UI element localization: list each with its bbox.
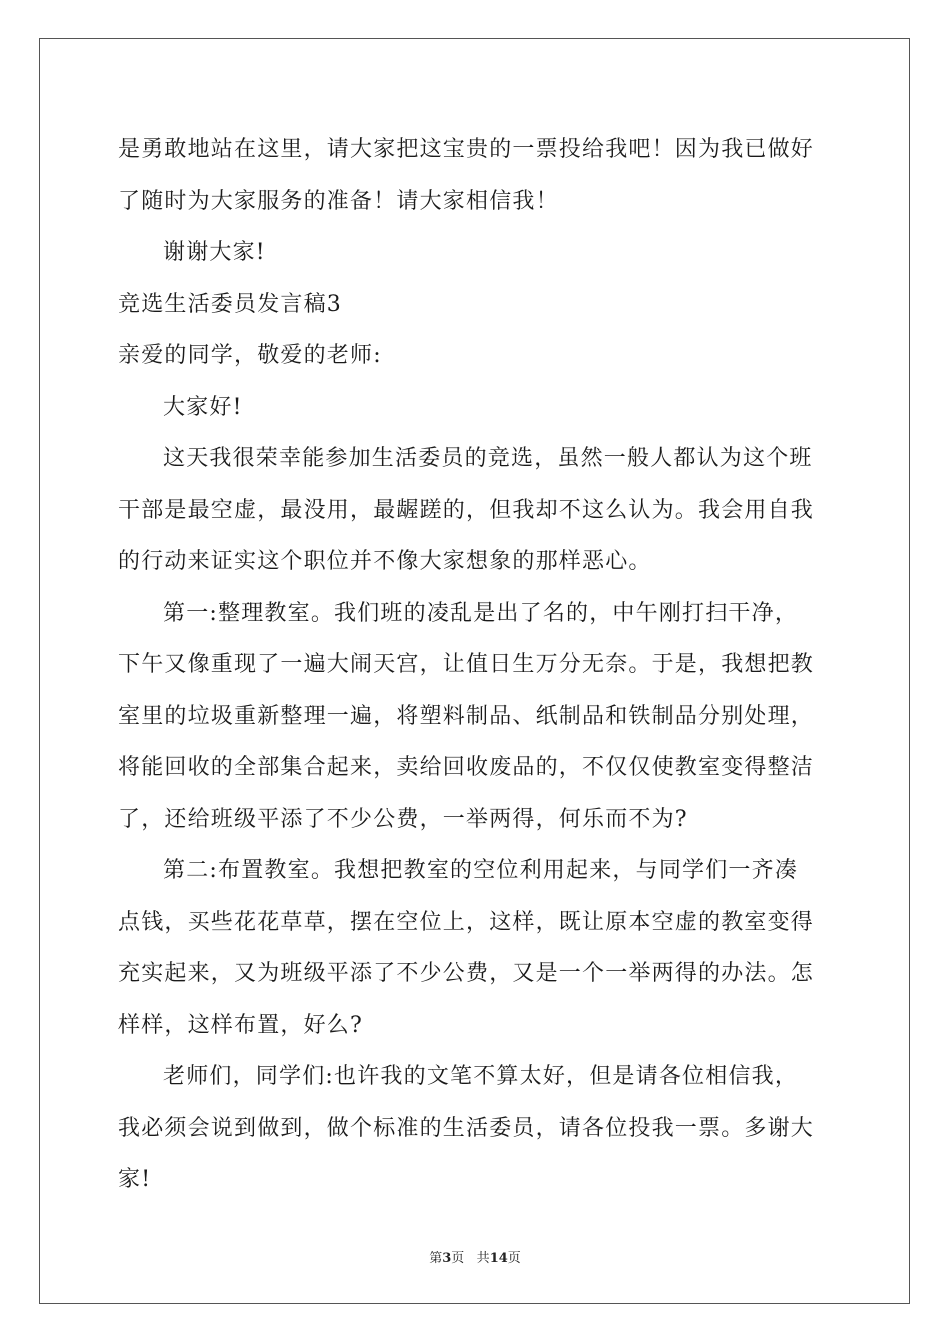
page-number: 3 xyxy=(442,1251,452,1266)
text-line: 下午又像重现了一遍大闹天宫，让值日生万分无奈。于是，我想把教 xyxy=(118,652,815,677)
page-footer xyxy=(0,1247,950,1266)
text-line: 干部是最空虚，最没用，最龌蹉的，但我却不这么认为。我会用自我 xyxy=(118,497,815,523)
text-line: 家! xyxy=(118,1167,152,1192)
page-label-suffix: 页 xyxy=(451,1251,465,1266)
text-line: 了，还给班级平添了不少公费，一举两得，何乐而不为? xyxy=(118,806,688,832)
total-label-prefix: 共 xyxy=(476,1251,490,1266)
text-line: 第二:布置教室。我想把教室的空位利用起来，与同学们一齐凑 xyxy=(163,858,799,883)
text-line: 谢谢大家! xyxy=(163,240,266,265)
text-line: 老师们，同学们:也许我的文笔不算太好，但是请各位相信我， xyxy=(163,1064,799,1089)
salutation: 亲爱的同学，敬爱的老师: xyxy=(118,343,382,368)
text-line: 第一:整理教室。我们班的凌乱是出了名的，中午刚打扫干净， xyxy=(163,600,799,626)
text-line: 了随时为大家服务的准备！请大家相信我！ xyxy=(118,188,559,214)
text-line: 是勇敢地站在这里，请大家把这宝贵的一票投给我吧！因为我已做好 xyxy=(118,137,815,162)
text-line: 点钱，买些花花草草，摆在空位上，这样，既让原本空虚的教室变得 xyxy=(118,909,815,935)
text-line: 样样，这样布置，好么? xyxy=(118,1012,363,1038)
document-body xyxy=(118,128,832,1210)
text-line: 的行动来证实这个职位并不像大家想象的那样恶心。 xyxy=(118,549,652,574)
text-line: 充实起来，又为班级平添了不少公费，又是一个一举两得的办法。怎 xyxy=(118,961,815,986)
page-label-prefix: 第 xyxy=(429,1251,443,1266)
text-line: 室里的垃圾重新整理一遍，将塑料制品、纸制品和铁制品分别处理， xyxy=(118,703,815,729)
total-label-suffix: 页 xyxy=(507,1251,521,1266)
section-title: 竞选生活委员发言稿3 xyxy=(118,291,342,317)
text-line: 这天我很荣幸能参加生活委员的竞选，虽然一般人都认为这个班 xyxy=(163,446,813,471)
text-line: 大家好! xyxy=(163,394,243,420)
text-line: 将能回收的全部集合起来，卖给回收废品的，不仅仅使教室变得整洁 xyxy=(118,755,815,780)
text-line: 我必须会说到做到，做个标准的生活委员，请各位投我一票。多谢大 xyxy=(118,1115,815,1141)
total-pages: 14 xyxy=(489,1251,508,1266)
